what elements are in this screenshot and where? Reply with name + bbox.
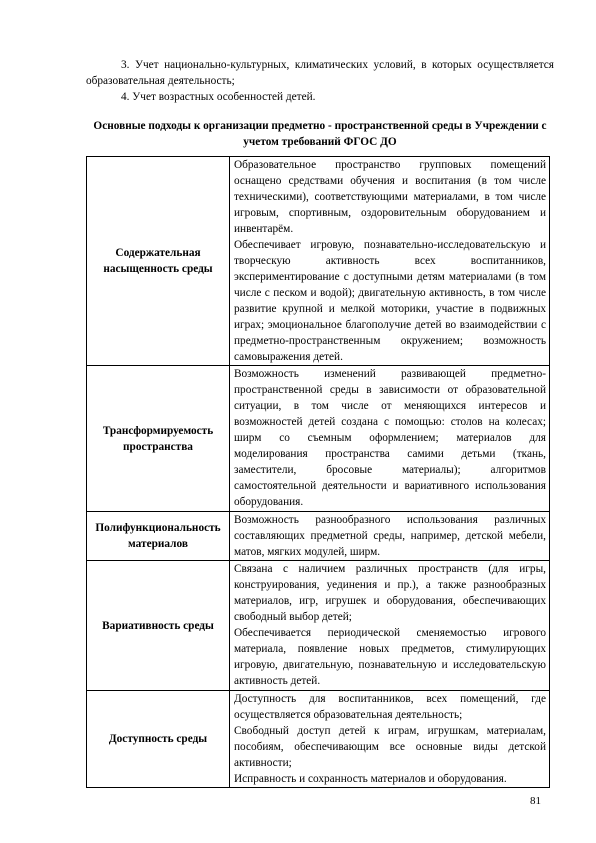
description-paragraph: Исправность и сохранность материалов и оборудования. bbox=[234, 773, 507, 785]
intro-text bbox=[86, 57, 554, 105]
description-paragraph: Образовательное пространство групповых помещений оснащено средствами обучения и воспитания (в том числе техническими), соответствующими материалами, в том числе игровым, спортивным, оздоровительным оборудованием и инвентарём. bbox=[234, 159, 546, 235]
row-description bbox=[230, 366, 550, 512]
description-paragraph: Доступность для воспитанников, всех помещений, где осуществляется образовательная деятельность; bbox=[234, 693, 546, 721]
row-label: Содержательная насыщенность среды bbox=[87, 157, 230, 366]
row-description bbox=[230, 512, 550, 561]
page-number: 81 bbox=[530, 795, 541, 807]
row-label: Вариативность среды bbox=[87, 561, 230, 691]
table-row bbox=[87, 691, 550, 788]
section-heading: Основные подходы к организации предметно - пространственной среды в Учреждении с учетом требований ФГОС ДО bbox=[93, 120, 547, 148]
table-row bbox=[87, 512, 550, 561]
description-paragraph: Свободный доступ детей к играм, игрушкам, материалам, пособиям, обеспечивающим все основные виды детской активности; bbox=[234, 725, 546, 769]
description-paragraph: Возможность разнообразного использования различных составляющих предметной среды, например, детской мебели, матов, мягких модулей, ширм. bbox=[234, 514, 546, 558]
row-label: Доступность среды bbox=[87, 691, 230, 788]
row-description bbox=[230, 691, 550, 788]
row-label: Полифункциональность материалов bbox=[87, 512, 230, 561]
description-paragraph: Обеспечивается периодической сменяемостью игрового материала, появление новых предметов, стимулирующих игровую, двигательную, познавательную и исследовательскую активность детей. bbox=[234, 627, 546, 687]
table-row bbox=[87, 366, 550, 512]
table-row bbox=[87, 157, 550, 366]
intro-paragraph-4: 4. Учет возрастных особенностей детей. bbox=[121, 91, 316, 103]
approaches-table bbox=[86, 156, 550, 788]
description-paragraph: Возможность изменений развивающей предметно-пространственной среды в зависимости от образовательной ситуации, в том числе от меняющихся интересов и возможностей детей создана с помощью: столов на колесах; ширм со съемным оформлением; материалов для моделирования пространства самими детьми (ткань, заместители, бросовые материалы); алгоритмов самостоятельной деятельности и вариативного использования оборудования. bbox=[234, 368, 546, 508]
description-paragraph: Связана с наличием различных пространств (для игры, конструирования, уединения и пр.), а также разнообразных материалов, игр, игрушек и оборудования, обеспечивающих свободный выбор детей; bbox=[234, 563, 546, 623]
table-row bbox=[87, 561, 550, 691]
row-description bbox=[230, 157, 550, 366]
intro-paragraph-3: 3. Учет национально-культурных, климатических условий, в которых осуществляется образовательная деятельность; bbox=[86, 59, 554, 87]
row-label: Трансформируемость пространства bbox=[87, 366, 230, 512]
description-paragraph: Обеспечивает игровую, познавательно-исследовательскую и творческую активность всех воспитанников, экспериментирование с доступными детям материалами (в том числе с песком и водой); двигательную активность, в том числе развитие крупной и мелкой моторики, участие в подвижных играх; эмоциональное благополучие детей во взаимодействии с предметно-пространственным окружением; возможность самовыражения детей. bbox=[234, 239, 546, 363]
row-description bbox=[230, 561, 550, 691]
